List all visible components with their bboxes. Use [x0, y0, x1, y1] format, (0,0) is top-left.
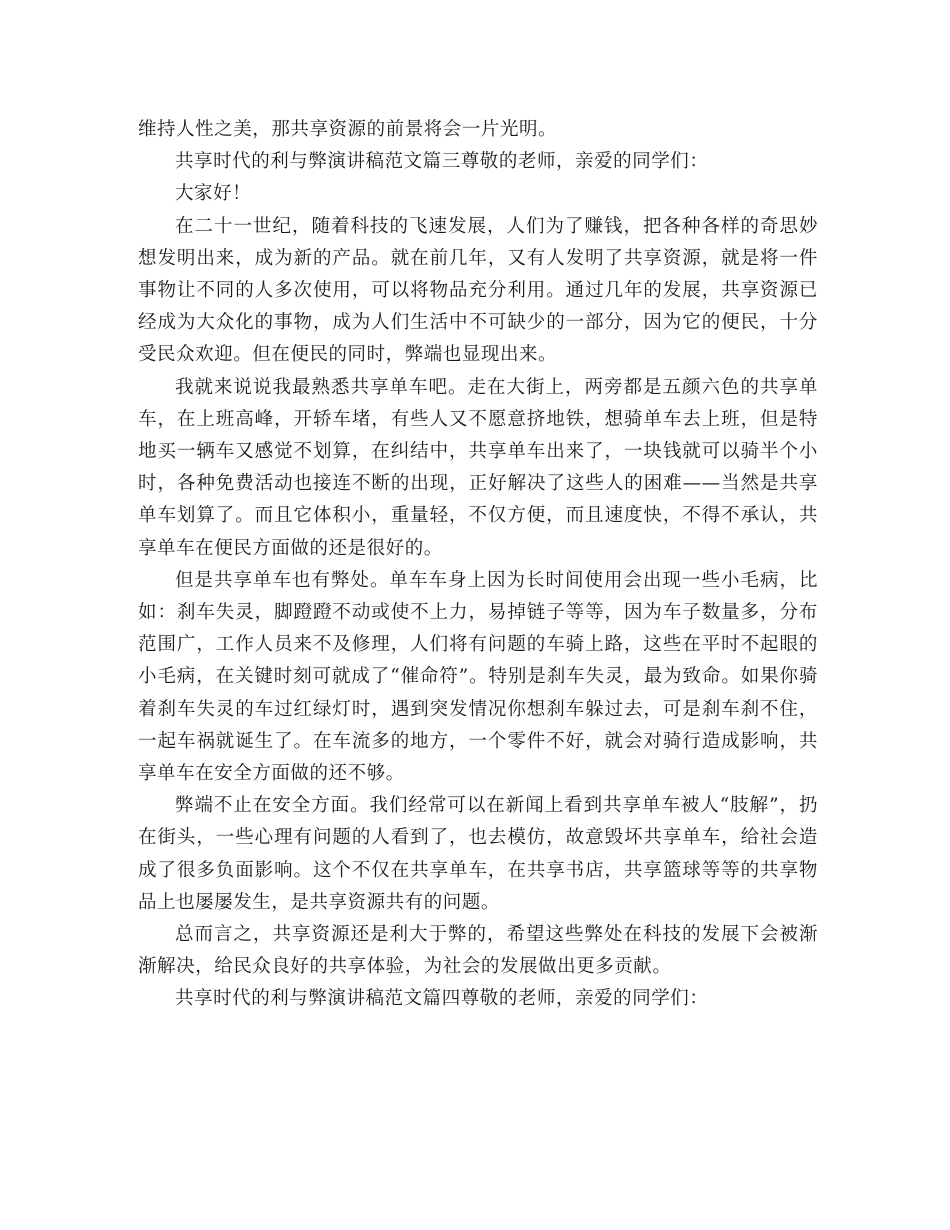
paragraph-continuation: 维持人性之美，那共享资源的前景将会一片光明。 — [138, 119, 558, 140]
paragraph-vandalism: 弊端不止在安全方面。我们经常可以在新闻上看到共享单车被人“肢解”，扔在街头，一些心理有问题的人看到了，也去模仿，故意毁坏共享单车，给社会造成了很多负面影响。这个不仅在共享单车，在共享书店，共享篮球等等的共享物品上也屡屡发生，是共享资源共有的问题。 — [138, 795, 818, 913]
paragraph-conclusion: 总而言之，共享资源还是利大于弊的，希望这些弊处在科技的发展下会被渐渐解决，给民众良好的共享体验，为社会的发展做出更多贡献。 — [138, 924, 818, 978]
paragraph-bike-drawbacks: 但是共享单车也有弊处。单车车身上因为长时间使用会出现一些小毛病，比如：刹车失灵，脚蹬蹬不动或使不上力，易掉链子等等，因为车子数量多，分布范围广，工作人员来不及修理，人们将有问题的车骑上路，这些在平时不起眼的小毛病，在关键时刻可就成了“催命符”。特别是刹车失灵，最为致命。如果你骑着刹车失灵的车过红绿灯时，遇到突发情况你想刹车躲过去，可是刹车刹不住，一起车祸就诞生了。在车流多的地方，一个零件不好，就会对骑行造成影响，共享单车在安全方面做的还不够。 — [138, 569, 818, 785]
section-heading-part-four: 共享时代的利与弊演讲稿范文篇四尊敬的老师，亲爱的同学们： — [175, 988, 709, 1010]
section-heading-part-three: 共享时代的利与弊演讲稿范文篇三尊敬的老师，亲爱的同学们： — [175, 151, 709, 173]
document-body — [138, 114, 818, 1016]
paragraph-intro: 在二十一世纪，随着科技的飞速发展，人们为了赚钱，把各种各样的奇思妙想发明出来，成为新的产品。就在前几年，又有人发明了共享资源，就是将一件事物让不同的人多次使用，可以将物品充分利用。通过几年的发展，共享资源已经成为大众化的事物，成为人们生活中不可缺少的一部分，因为它的便民，十分受民众欢迎。但在便民的同时，弊端也显现出来。 — [138, 215, 818, 366]
greeting: 大家好！ — [175, 183, 252, 205]
paragraph-bike-benefits: 我就来说说我最熟悉共享单车吧。走在大街上，两旁都是五颜六色的共享单车，在上班高峰，开轿车堵，有些人又不愿意挤地铁，想骑单车去上班，但是特地买一辆车又感觉不划算，在纠结中，共享单车出来了，一块钱就可以骑半个小时，各种免费活动也接连不断的出现，正好解决了这些人的困难——当然是共享单车划算了。而且它体积小，重量轻，不仅方便，而且速度快，不得不承认，共享单车在便民方面做的还是很好的。 — [138, 376, 818, 559]
